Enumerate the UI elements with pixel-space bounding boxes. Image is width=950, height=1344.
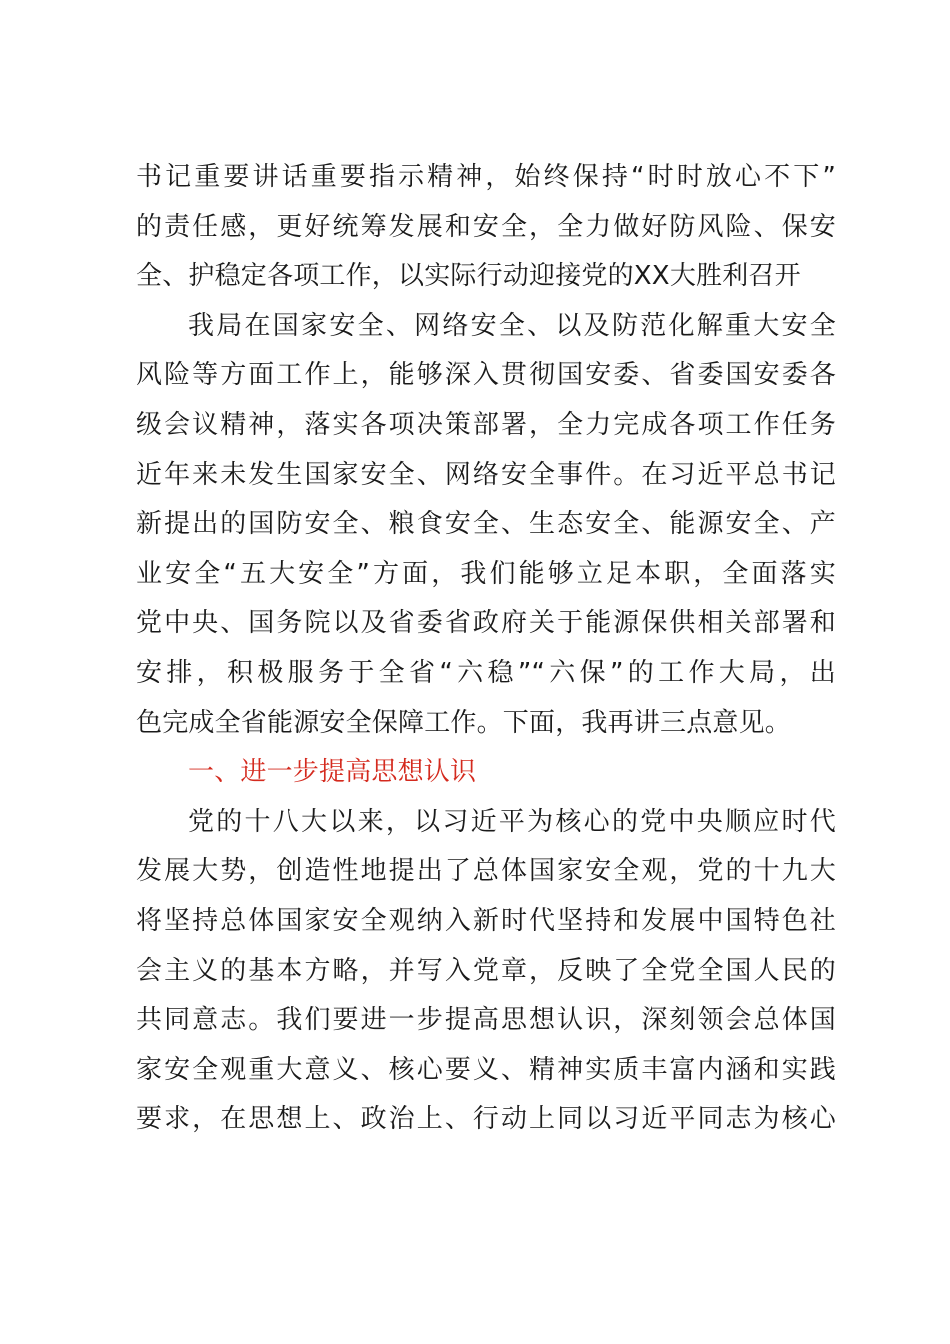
text-line: 将坚持总体国家安全观纳入新时代坚持和发展中国特色社 [136, 905, 836, 936]
text-line: 党中央、国务院以及省委省政府关于能源保供相关部署和 [136, 608, 836, 639]
text-line: 发展大势，创造性地提出了总体国家安全观，党的十九大 [136, 856, 836, 887]
text-line: 级会议精神，落实各项决策部署，全力完成各项工作任务 [136, 409, 836, 440]
text-line: 全、护稳定各项工作，以实际行动迎接党的XX大胜利召开 [136, 261, 801, 292]
text-line: 色完成全省能源安全保障工作。下面，我再讲三点意见。 [136, 707, 792, 738]
text-line: 会主义的基本方略，并写入党章，反映了全党全国人民的 [136, 955, 836, 986]
section-heading: 一、进一步提高思想认识 [188, 757, 477, 788]
text-line: 的责任感，更好统筹发展和安全，全力做好防风险、保安 [136, 211, 836, 242]
text-line: 近年来未发生国家安全、网络安全事件。在习近平总书记 [136, 459, 836, 490]
paragraph-first-line: 党的十八大以来，以习近平为核心的党中央顺应时代 [188, 806, 836, 837]
document-body [136, 153, 836, 1145]
text-line: 风险等方面工作上，能够深入贯彻国安委、省委国安委各 [136, 360, 836, 391]
text-line: 书记重要讲话重要指示精神，始终保持“时时放心不下” [136, 162, 836, 192]
paragraph-first-line: 我局在国家安全、网络安全、以及防范化解重大安全 [188, 310, 836, 341]
text-line: 新提出的国防安全、粮食安全、生态安全、能源安全、产 [136, 509, 836, 540]
text-line: 共同意志。我们要进一步提高思想认识，深刻领会总体国 [136, 1005, 836, 1036]
text-line: 要求，在思想上、政治上、行动上同以习近平同志为核心 [136, 1104, 836, 1135]
text-line: 家安全观重大意义、核心要义、精神实质丰富内涵和实践 [136, 1054, 836, 1085]
text-line: 安排，积极服务于全省“六稳”“六保”的工作大局，出 [136, 657, 836, 688]
text-line: 业安全“五大安全”方面，我们能够立足本职，全面落实 [136, 558, 836, 589]
